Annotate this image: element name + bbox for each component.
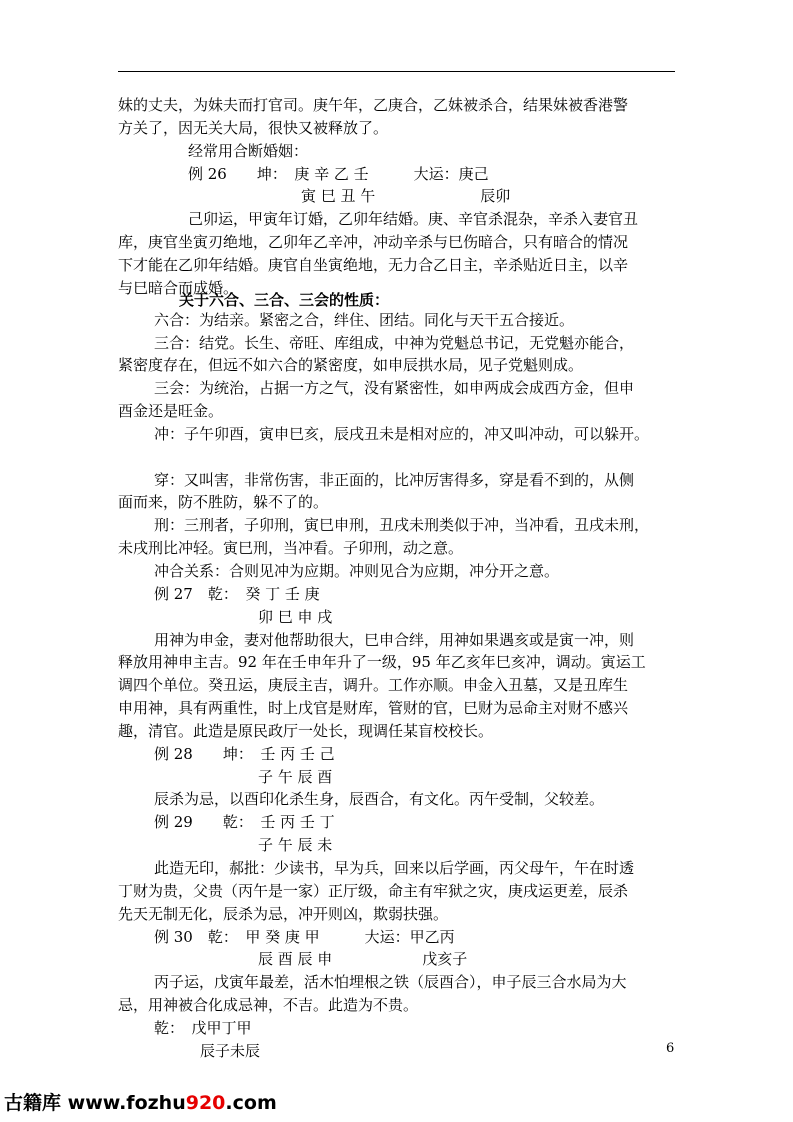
footer-url-suffix: .com [225,1092,277,1114]
example-26-header: 例 26 坤： 庚 辛 乙 壬 大运：庚己 [188,165,489,183]
text-line: 方关了，因无关大局，很快又被释放了。 [118,119,389,137]
text-line: 忌，用神被合化成忌神，不吉。此造为不贵。 [118,996,419,1014]
text-line: 用神为申金，妻对他帮助很大，巳申合绊，用神如果遇亥或是寅一冲，则 [154,631,635,649]
text-line: 己卯运，甲寅年订婚，乙卯年结婚。庚、辛官杀混杂，辛杀入妻官丑 [188,210,639,228]
example-31-header: 乾： 戊甲丁甲 [154,1019,252,1037]
text-line: 酉金还是旺金。 [118,402,224,420]
example-26-branches: 寅 巳 丑 午 辰卯 [301,187,511,205]
text-line: 冲：子午卯酉，寅申巳亥，辰戌丑未是相对应的，冲又叫冲动，可以躲开。 [154,425,650,443]
example-27-header: 例 27 乾： 癸 丁 壬 庚 [154,585,320,603]
text-line: 面而来，防不胜防，躲不了的。 [118,493,329,511]
example-31-branches: 辰子未辰 [200,1042,261,1060]
example-27-branches: 卯 巳 申 戌 [258,608,333,626]
footer-watermark [4,1088,277,1115]
text-line: 丁财为贵，父贵（丙午是一家）正厅级，命主有牢狱之灾，庚戌运更差，辰杀 [118,882,629,900]
text-line: 趣，清官。此造是原民政厅一处长，现调任某盲校校长。 [118,722,494,740]
text-line: 下才能在乙卯年结婚。庚官自坐寅绝地，无力合乙日主，辛杀贴近日主，以辛 [118,256,629,274]
text-line: 三会：为统治，占据一方之气，没有紧密性，如申两成会成西方金，但申 [154,379,635,397]
footer-url-prefix: www.fozhu [67,1092,186,1114]
footer-url-number: 920 [185,1092,226,1114]
example-28-header: 例 28 坤： 壬 丙 壬 己 [154,745,335,763]
example-30-header: 例 30 乾： 甲 癸 庚 甲 大运：甲乙丙 [154,928,455,946]
text-line: 申用神，具有两重性，时上戊官是财库，管财的官，巳财为忌命主对财不感兴 [118,699,629,717]
text-line: 穿：又叫害，非常伤害，非正面的，比冲厉害得多，穿是看不到的，从侧 [154,471,635,489]
text-line: 库，庚官坐寅刃绝地，乙卯年乙辛冲，冲动辛杀与巳伤暗合，只有暗合的情况 [118,233,629,251]
text-line: 经常用合断婚姻： [188,142,309,160]
example-30-branches: 辰 酉 辰 申 戊亥子 [258,950,468,968]
text-line: 此造无印，郝批：少读书，早为兵，回来以后学画，丙父母午，午在时透 [154,859,635,877]
page-number: 6 [666,1041,675,1056]
text-line: 紧密度存在，但远不如六合的紧密度，如申辰拱水局，见子党魁则成。 [118,356,584,374]
text-line: 妹的丈夫，为妹夫而打官司。庚午年，乙庚合，乙妹被杀合，结果妹被香港警 [118,96,629,114]
text-line: 三合：结党。长生、帝旺、库组成，中神为党魁总书记，无党魁亦能合， [154,334,635,352]
text-line: 冲合关系：合则见冲为应期。冲则见合为应期，冲分开之意。 [154,562,560,580]
example-28-branches: 子 午 辰 酉 [258,768,333,786]
text-line: 未戌刑比冲轻。寅巳刑，当冲看。子卯刑，动之意。 [118,539,464,557]
header-rule [118,71,675,72]
section-heading: 关于六合、三合、三会的性质： [179,291,390,309]
text-line: 调四个单位。癸丑运，庚辰主吉，调升。工作亦顺。申金入丑墓，又是丑库生 [118,676,629,694]
text-line: 释放用神申主吉。92 年在壬申年升了一级，95 年乙亥年巳亥冲，调动。寅运工 [118,653,646,671]
text-line: 刑：三刑者，子卯刑，寅巳申刑，丑戌未刑类似于冲，当冲看，丑戌未刑， [154,516,650,534]
footer-site-name: 古籍库 [4,1092,62,1114]
text-line: 先天无制无化，辰杀为忌，冲开则凶，欺弱扶强。 [118,905,449,923]
example-29-branches: 子 午 辰 未 [258,836,333,854]
text-line: 六合：为结亲。紧密之合，绊住、团结。同化与天干五合接近。 [154,311,575,329]
example-29-header: 例 29 乾： 壬 丙 壬 丁 [154,813,335,831]
text-line: 与巳暗合而成婚。 [118,279,239,297]
text-line: 丙子运，戊寅年最差，活木怕埋根之铁（辰酉合），申子辰三合水局为大 [154,973,627,991]
text-line: 辰杀为忌，以酉印化杀生身，辰酉合，有文化。丙午受制，父较差。 [154,790,605,808]
